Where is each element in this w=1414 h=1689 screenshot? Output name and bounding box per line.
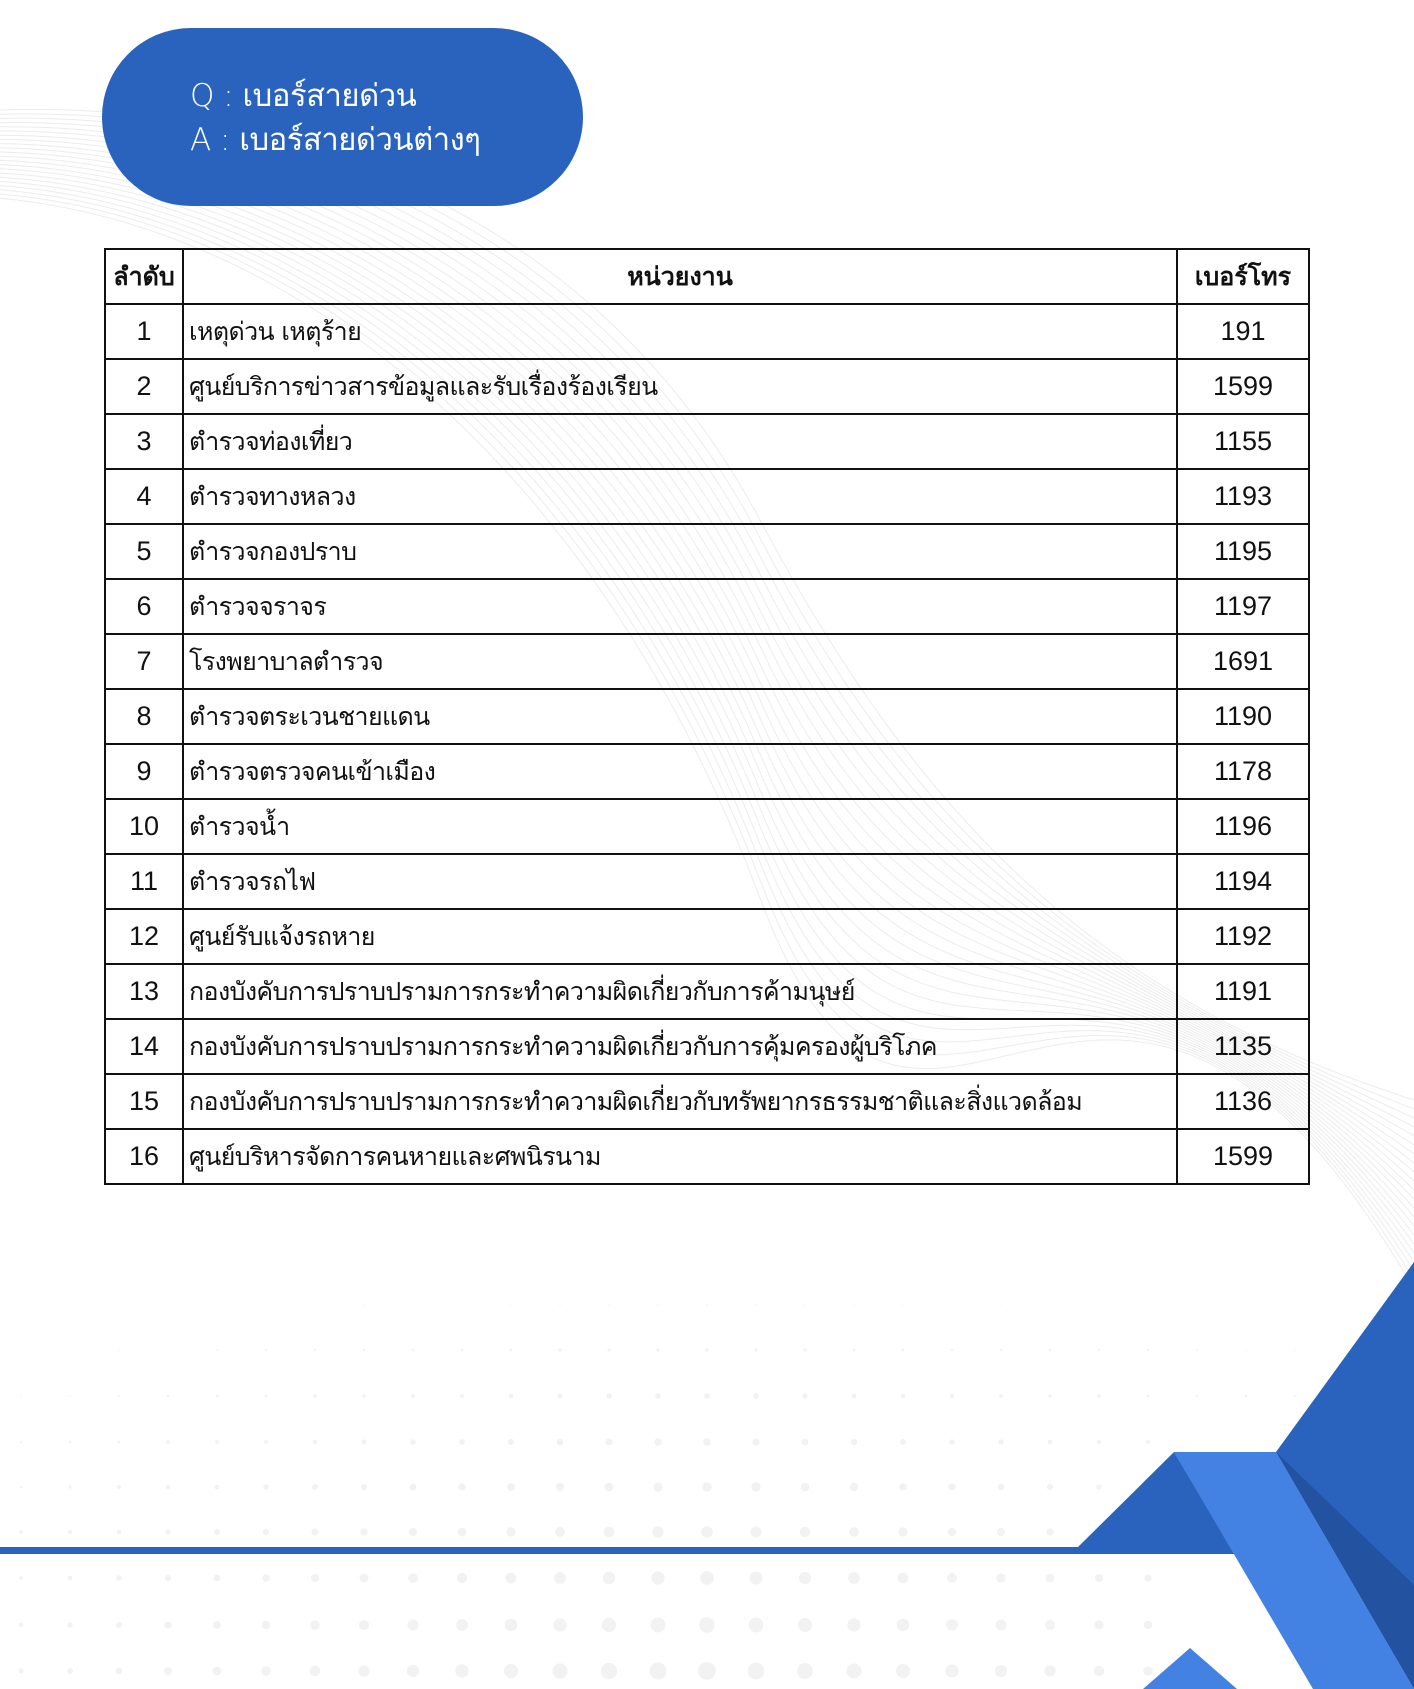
background-dot <box>558 1394 563 1399</box>
phone-number: 1599 <box>1177 359 1309 414</box>
background-dot <box>69 1349 70 1350</box>
background-dot <box>849 1527 859 1537</box>
background-dot <box>312 1529 319 1536</box>
background-dot <box>459 1439 465 1445</box>
background-dot <box>803 1348 806 1351</box>
background-dot <box>896 1664 910 1678</box>
background-dot <box>898 1573 909 1584</box>
background-dot <box>215 1485 220 1490</box>
background-dot <box>214 1575 221 1582</box>
background-dot <box>800 1527 810 1537</box>
background-dot <box>1044 1665 1055 1676</box>
background-dot <box>310 1620 319 1629</box>
row-number: 5 <box>105 524 183 579</box>
background-dot <box>167 1395 169 1397</box>
table-row <box>105 964 1309 1019</box>
background-dot <box>901 1394 905 1398</box>
background-dot <box>412 1304 413 1305</box>
background-dot <box>1144 1621 1152 1629</box>
background-dot <box>946 1665 959 1678</box>
background-dot <box>310 1666 321 1677</box>
phone-number: 1193 <box>1177 469 1309 524</box>
background-dot <box>1046 1528 1053 1535</box>
background-dot <box>657 1304 659 1306</box>
row-number: 6 <box>105 579 183 634</box>
background-dot <box>1098 1349 1100 1351</box>
agency-name: เหตุด่วน เหตุร้าย <box>183 304 1177 359</box>
background-dot <box>358 1665 369 1676</box>
background-dot <box>215 1440 219 1444</box>
background-dot <box>461 1304 462 1305</box>
table-row <box>105 854 1309 909</box>
background-dot <box>118 1349 119 1350</box>
background-dot <box>755 1304 757 1306</box>
background-dot <box>654 1438 661 1445</box>
background-dot <box>216 1395 219 1398</box>
table-row <box>105 799 1309 854</box>
background-dot <box>1050 1305 1051 1306</box>
background-dot <box>408 1620 419 1631</box>
background-dot <box>946 1619 958 1631</box>
row-number: 8 <box>105 689 183 744</box>
background-dot <box>902 1304 903 1305</box>
background-dot <box>1147 1349 1149 1351</box>
agency-name: ตำรวจน้ำ <box>183 799 1177 854</box>
decor-triangle-small <box>1143 1648 1237 1689</box>
agency-name: ตำรวจท่องเที่ยว <box>183 414 1177 469</box>
background-dot <box>262 1574 269 1581</box>
background-dot <box>1045 1620 1055 1630</box>
background-dot <box>19 1576 23 1580</box>
background-dot <box>510 1349 513 1352</box>
background-dot <box>948 1483 955 1490</box>
row-number: 9 <box>105 744 183 799</box>
background-dot <box>461 1349 464 1352</box>
background-dot <box>1097 1394 1100 1397</box>
background-dot <box>116 1622 122 1628</box>
background-dot <box>606 1393 611 1398</box>
background-dot <box>1094 1666 1104 1676</box>
background-dot <box>552 1663 567 1678</box>
phone-number: 1196 <box>1177 799 1309 854</box>
background-dot <box>996 1620 1007 1631</box>
background-dot <box>167 1349 169 1351</box>
background-dot <box>951 1304 952 1305</box>
background-dot <box>313 1394 316 1397</box>
background-dot <box>1096 1484 1102 1490</box>
background-dot <box>360 1574 369 1583</box>
table-row <box>105 359 1309 414</box>
background-dot <box>1146 1440 1150 1444</box>
phone-number: 1191 <box>1177 964 1309 1019</box>
background-dot <box>1144 1574 1151 1581</box>
agency-name: ตำรวจรถไฟ <box>183 854 1177 909</box>
background-dot <box>263 1484 268 1489</box>
background-dot <box>950 1394 954 1398</box>
phone-number: 1194 <box>1177 854 1309 909</box>
background-dot <box>752 1438 759 1445</box>
table-row <box>105 469 1309 524</box>
background-dot <box>1048 1440 1053 1445</box>
background-dot <box>410 1439 415 1444</box>
background-dot <box>504 1664 518 1678</box>
background-dot <box>412 1349 415 1352</box>
question-text: Q : เบอร์สายด่วน <box>190 78 417 114</box>
background-dot <box>20 1486 23 1489</box>
background-dot <box>117 1530 122 1535</box>
background-dot <box>606 1439 613 1446</box>
background-dot <box>753 1393 758 1398</box>
background-dot <box>67 1622 72 1627</box>
background-dot <box>949 1439 955 1445</box>
background-dot <box>850 1483 858 1491</box>
phone-number: 1195 <box>1177 524 1309 579</box>
agency-name: ตำรวจตระเวนชายแดน <box>183 689 1177 744</box>
background-dot <box>311 1574 319 1582</box>
row-number: 11 <box>105 854 183 909</box>
table-row <box>105 1129 1309 1184</box>
row-number: 15 <box>105 1074 183 1129</box>
background-dot <box>797 1663 813 1679</box>
background-dot <box>506 1527 515 1536</box>
background-dot <box>362 1394 366 1398</box>
row-number: 10 <box>105 799 183 854</box>
background-dot <box>510 1304 511 1305</box>
phone-number: 1136 <box>1177 1074 1309 1129</box>
background-dot <box>947 1573 957 1583</box>
background-dot <box>651 1618 666 1633</box>
background-dot <box>21 1350 22 1351</box>
agency-name: กองบังคับการปราบปรามการกระทำความผิดเกี่ยวกับทรัพยากรธรรมชาติและสิ่งแวดล้อม <box>183 1074 1177 1129</box>
background-dot <box>705 1348 709 1352</box>
column-header-phone: เบอร์โทร <box>1177 249 1309 304</box>
background-dot <box>408 1573 418 1583</box>
background-dot <box>363 1349 365 1351</box>
bottom-accent-line <box>0 1547 1090 1554</box>
background-dot <box>748 1663 765 1680</box>
background-dot <box>607 1348 610 1351</box>
phone-number: 1192 <box>1177 909 1309 964</box>
background-dot <box>749 1618 764 1633</box>
background-dot <box>847 1618 860 1631</box>
row-number: 12 <box>105 909 183 964</box>
row-number: 7 <box>105 634 183 689</box>
background-dot <box>19 1669 24 1674</box>
background-dot <box>750 1572 763 1585</box>
background-dot <box>700 1571 714 1585</box>
row-number: 2 <box>105 359 183 414</box>
background-dot <box>457 1573 467 1583</box>
phone-number: 1135 <box>1177 1019 1309 1074</box>
background-dot <box>558 1348 561 1351</box>
background-dot <box>409 1528 417 1536</box>
background-dot <box>364 1305 365 1306</box>
background-dot <box>19 1530 22 1533</box>
table-row <box>105 1074 1309 1129</box>
background-dot <box>1047 1484 1053 1490</box>
background-dot <box>701 1526 713 1538</box>
table-header-row <box>105 249 1309 304</box>
background-dot <box>897 1619 909 1631</box>
answer-text: A : เบอร์สายด่วนต่างๆ <box>190 122 481 158</box>
background-dot <box>117 1485 121 1489</box>
background-dot <box>902 1349 905 1352</box>
phone-number: 191 <box>1177 304 1309 359</box>
background-dot <box>164 1667 172 1675</box>
background-dot <box>651 1571 664 1584</box>
background-dot <box>1000 1349 1002 1351</box>
background-dot <box>509 1394 514 1399</box>
table-row <box>105 744 1309 799</box>
agency-name: ตำรวจตรวจคนเข้าเมือง <box>183 744 1177 799</box>
background-dot <box>948 1528 957 1537</box>
phone-number: 1155 <box>1177 414 1309 469</box>
background-dot <box>804 1304 805 1305</box>
agency-name: ตำรวจกองปราบ <box>183 524 1177 579</box>
background-dot <box>360 1528 368 1536</box>
background-dot <box>799 1572 811 1584</box>
background-dot <box>1343 1349 1344 1350</box>
background-dot <box>655 1393 660 1398</box>
background-dot <box>601 1663 617 1679</box>
background-dot <box>118 1441 121 1444</box>
background-dot <box>603 1572 615 1584</box>
background-dot <box>848 1572 860 1584</box>
phone-number: 1178 <box>1177 744 1309 799</box>
agency-name: ตำรวจจราจร <box>183 579 1177 634</box>
background-dot <box>165 1622 172 1629</box>
background-dot <box>213 1621 221 1629</box>
background-dot <box>361 1484 367 1490</box>
background-dot <box>653 1482 662 1491</box>
background-dot <box>116 1575 121 1580</box>
table-row <box>105 579 1309 634</box>
background-dot <box>213 1667 222 1676</box>
agency-name: ศูนย์รับแจ้งรถหาย <box>183 909 1177 964</box>
qa-header-pill <box>102 28 583 206</box>
background-dot <box>261 1666 271 1676</box>
agency-name: กองบังคับการปราบปรามการกระทำความผิดเกี่ยวกับการค้ามนุษย์ <box>183 964 1177 1019</box>
background-dot <box>1000 1304 1001 1305</box>
table-row <box>105 414 1309 469</box>
background-dot <box>996 1573 1005 1582</box>
agency-name: โรงพยาบาลตำรวจ <box>183 634 1177 689</box>
background-dot <box>165 1575 171 1581</box>
row-number: 1 <box>105 304 183 359</box>
background-dot <box>702 1482 712 1492</box>
background-dot <box>555 1527 565 1537</box>
background-dot <box>553 1618 566 1631</box>
background-dot <box>458 1483 465 1490</box>
background-dot <box>604 1527 615 1538</box>
background-dot <box>411 1394 415 1398</box>
background-dot <box>1046 1574 1055 1583</box>
background-dot <box>798 1618 812 1632</box>
column-header-agency: หน่วยงาน <box>183 249 1177 304</box>
background-dot <box>656 1348 659 1351</box>
background-dot <box>1049 1349 1051 1351</box>
background-dot <box>1294 1349 1295 1350</box>
row-number: 16 <box>105 1129 183 1184</box>
background-dot <box>751 1482 760 1491</box>
background-dot <box>410 1484 417 1491</box>
phone-number: 1197 <box>1177 579 1309 634</box>
background-dot <box>20 1395 22 1397</box>
background-dot <box>359 1620 369 1630</box>
background-dot <box>801 1483 810 1492</box>
background-dot <box>362 1440 367 1445</box>
background-dot <box>898 1527 907 1536</box>
agency-name: ศูนย์บริหารจัดการคนหายและศพนิรนาม <box>183 1129 1177 1184</box>
background-dot <box>703 1438 711 1446</box>
table-row <box>105 1019 1309 1074</box>
background-dot <box>507 1483 515 1491</box>
background-dot <box>68 1576 73 1581</box>
background-dot <box>20 1441 22 1443</box>
hotline-table <box>104 248 1310 1185</box>
agency-name: ศูนย์บริการข่าวสารข้อมูลและรับเรื่องร้องเรียน <box>183 359 1177 414</box>
background-dot <box>166 1485 170 1489</box>
background-dot <box>1245 1349 1247 1351</box>
background-dot <box>852 1394 857 1399</box>
background-dot <box>557 1439 564 1446</box>
column-header-order: ลำดับ <box>105 249 183 304</box>
background-dot <box>559 1304 560 1305</box>
background-dot <box>853 1304 854 1305</box>
background-dot <box>214 1529 220 1535</box>
background-dot <box>508 1439 514 1445</box>
background-dot <box>458 1528 467 1537</box>
background-dot <box>998 1484 1005 1491</box>
background-dot <box>216 1349 218 1351</box>
background-dot <box>999 1394 1003 1398</box>
background-dot <box>314 1349 316 1351</box>
background-dot <box>650 1663 667 1680</box>
background-dot <box>1147 1395 1150 1398</box>
background-dot <box>847 1664 862 1679</box>
background-dot <box>802 1439 809 1446</box>
row-number: 14 <box>105 1019 183 1074</box>
row-number: 4 <box>105 469 183 524</box>
table-row <box>105 524 1309 579</box>
table-row <box>105 304 1309 359</box>
table-row <box>105 689 1309 744</box>
background-dot <box>899 1483 907 1491</box>
background-dot <box>407 1665 419 1677</box>
background-dot <box>165 1529 170 1534</box>
background-dot <box>1095 1574 1103 1582</box>
background-dot <box>997 1528 1005 1536</box>
background-dot <box>706 1304 708 1306</box>
background-dot <box>1294 1395 1296 1397</box>
background-dot <box>69 1395 71 1397</box>
background-dot <box>1196 1349 1198 1351</box>
row-number: 3 <box>105 414 183 469</box>
background-dot <box>69 1441 72 1444</box>
background-dot <box>265 1395 268 1398</box>
background-dot <box>263 1529 269 1535</box>
background-dot <box>751 1527 762 1538</box>
background-dot <box>505 1619 518 1632</box>
background-dot <box>506 1573 517 1584</box>
background-dot <box>602 1618 616 1632</box>
background-dot <box>67 1668 73 1674</box>
background-dot <box>68 1530 72 1534</box>
background-dot <box>1143 1666 1152 1675</box>
background-dot <box>1245 1395 1247 1397</box>
agency-name: กองบังคับการปราบปรามการกระทำความผิดเกี่ยวกับการคุ้มครองผู้บริโภค <box>183 1019 1177 1074</box>
background-dot <box>556 1483 564 1491</box>
phone-number: 1691 <box>1177 634 1309 689</box>
agency-name: ตำรวจทางหลวง <box>183 469 1177 524</box>
phone-number: 1190 <box>1177 689 1309 744</box>
background-dot <box>699 1617 715 1633</box>
background-dot <box>652 1526 663 1537</box>
table-row <box>105 634 1309 689</box>
background-dot <box>264 1440 268 1444</box>
background-dot <box>754 1348 757 1351</box>
background-dot <box>166 1440 169 1443</box>
background-dot <box>554 1572 566 1584</box>
background-dot <box>1097 1440 1101 1444</box>
background-dot <box>118 1395 120 1397</box>
background-dot <box>998 1439 1003 1444</box>
background-dot <box>704 1393 710 1399</box>
background-dot <box>1196 1395 1199 1398</box>
background-dot <box>19 1623 23 1627</box>
background-dot <box>312 1484 318 1490</box>
background-dot <box>803 1394 808 1399</box>
background-dot <box>900 1439 906 1445</box>
background-dot <box>608 1304 609 1305</box>
row-number: 13 <box>105 964 183 1019</box>
table-row <box>105 909 1309 964</box>
background-dot <box>68 1485 71 1488</box>
background-dot <box>455 1664 468 1677</box>
background-dot <box>995 1665 1007 1677</box>
background-dot <box>853 1349 856 1352</box>
background-dot <box>1094 1620 1103 1629</box>
background-dot <box>313 1440 318 1445</box>
background-dot <box>456 1619 468 1631</box>
background-dot <box>1048 1394 1052 1398</box>
background-dot <box>605 1483 614 1492</box>
background-dot <box>262 1621 271 1630</box>
phone-number: 1599 <box>1177 1129 1309 1184</box>
background-dot <box>698 1662 716 1680</box>
background-dot <box>851 1439 857 1445</box>
background-dot <box>951 1349 954 1352</box>
background-dot <box>265 1349 267 1351</box>
background-dot <box>116 1668 123 1675</box>
background-dot <box>460 1394 464 1398</box>
